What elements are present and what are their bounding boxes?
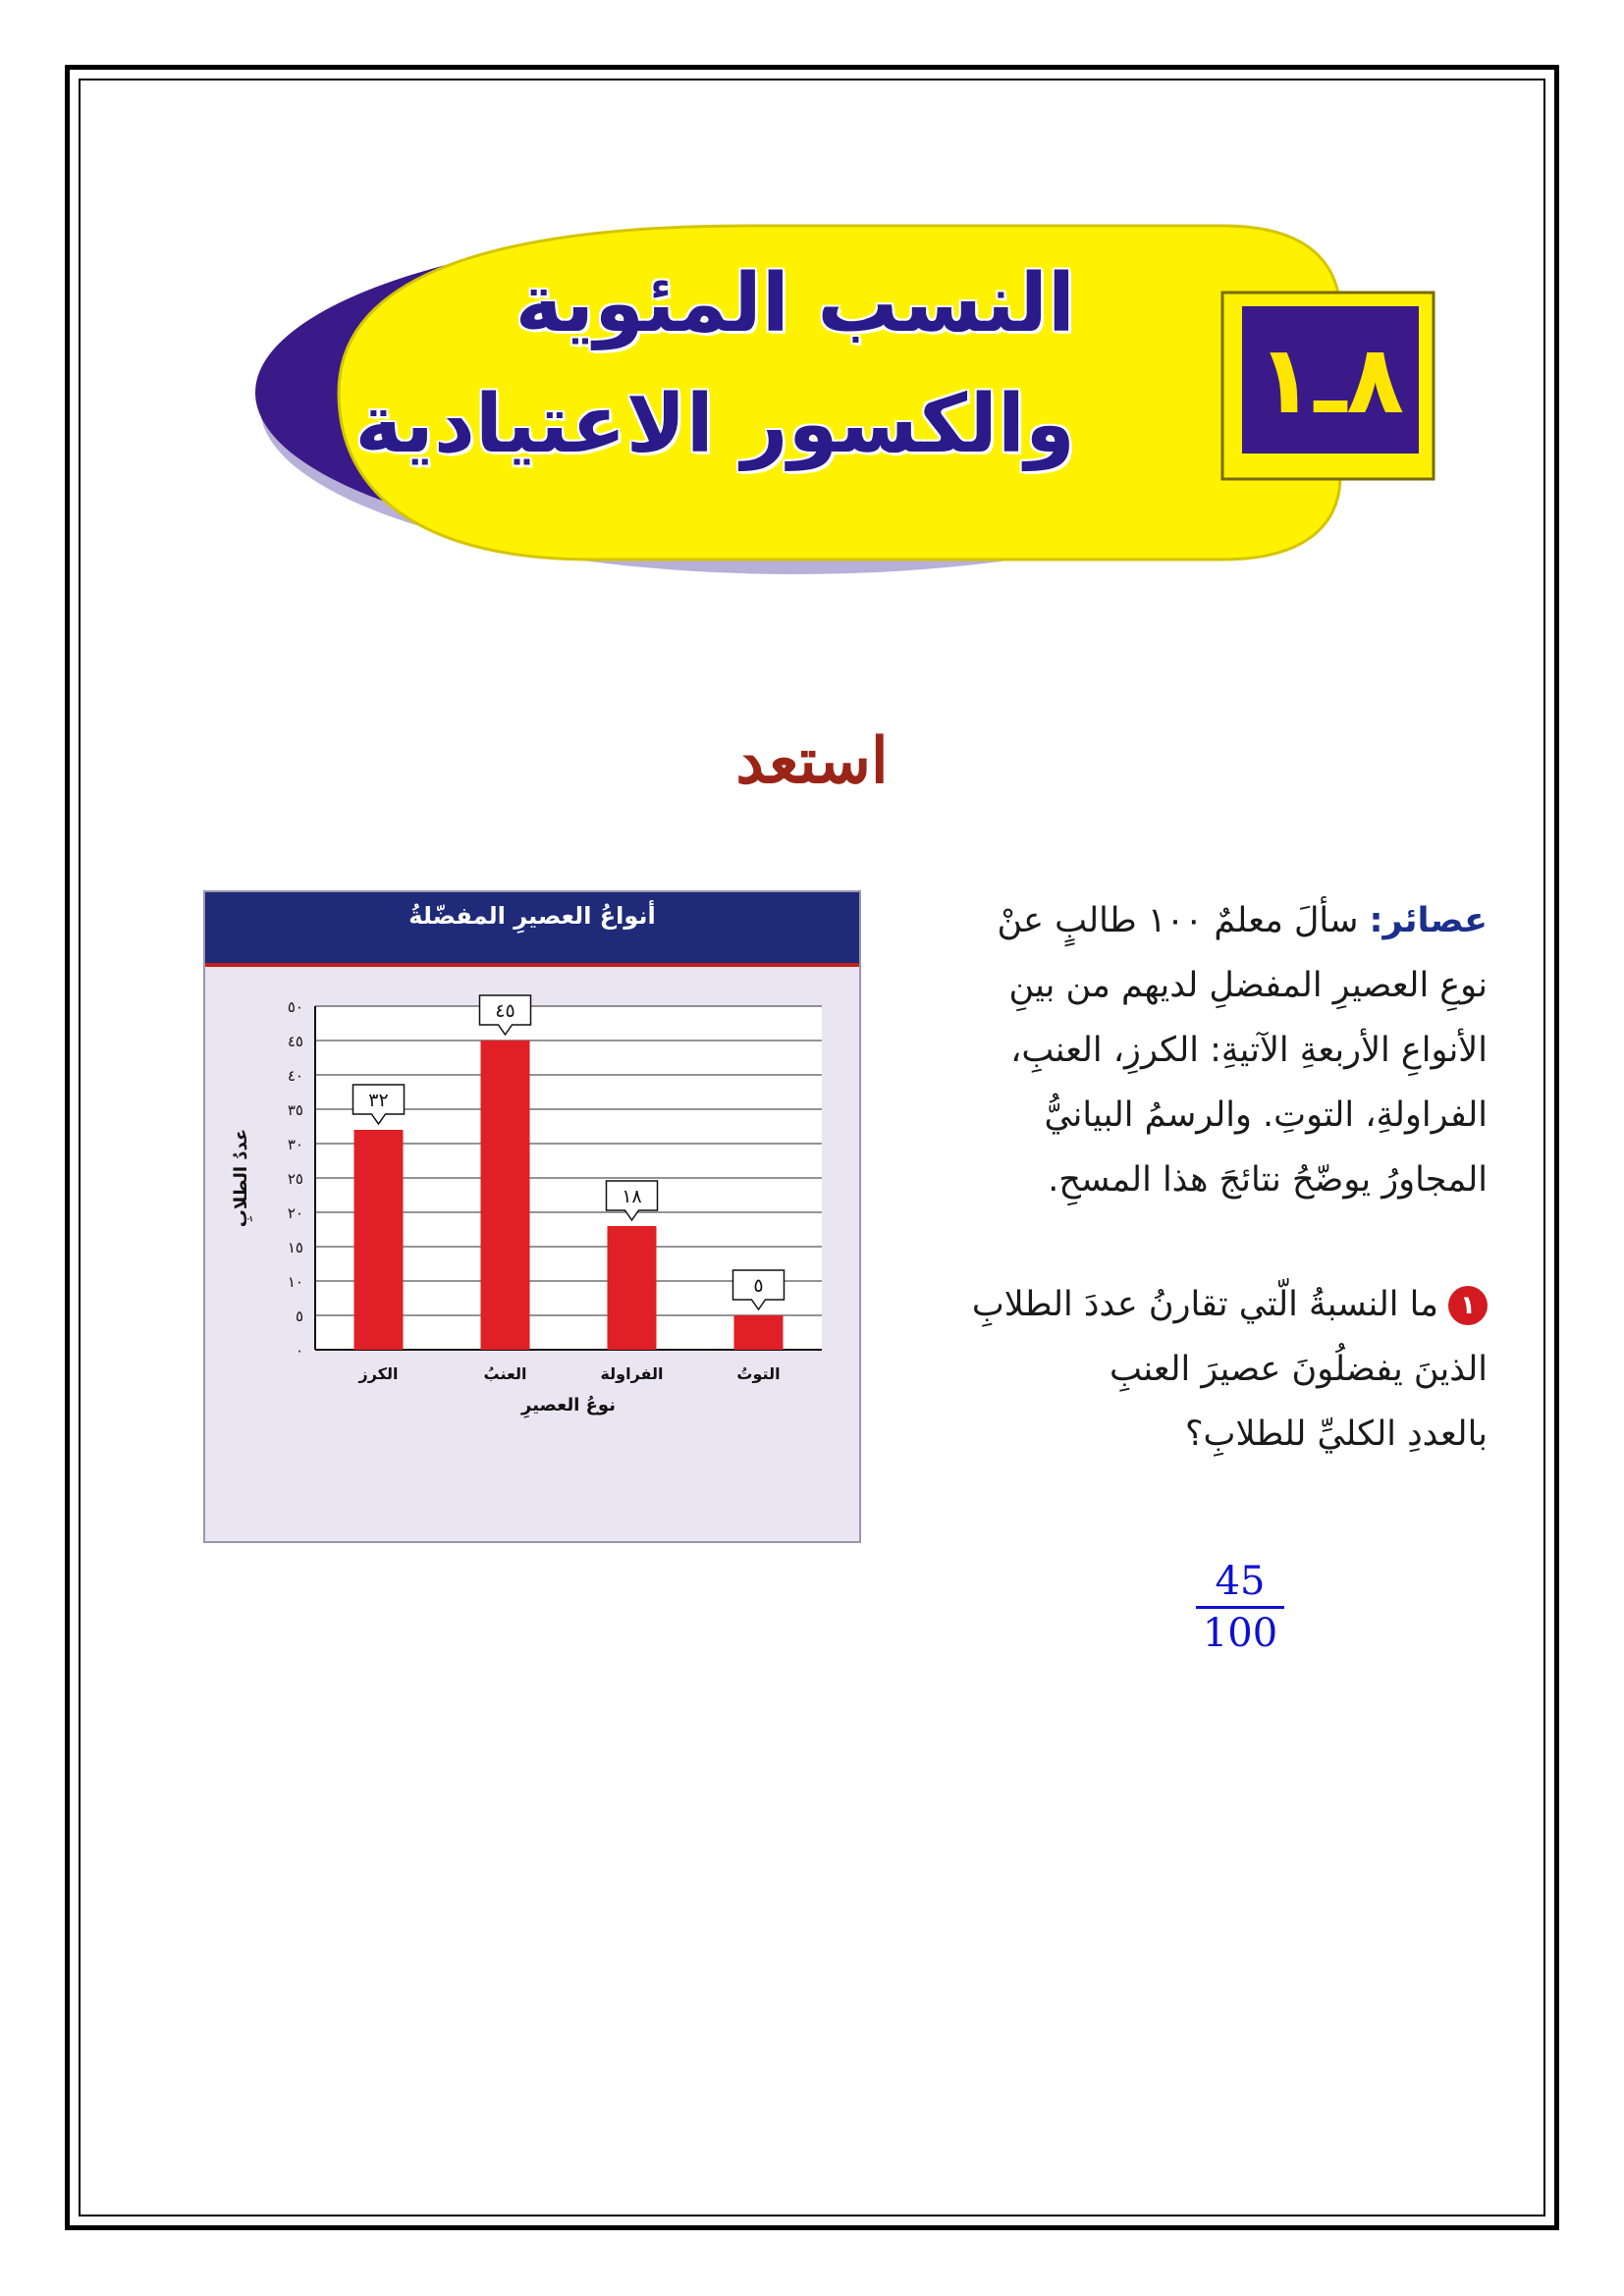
y-tick-label: ٥: [295, 1308, 303, 1325]
y-tick-label: ١٥: [287, 1239, 303, 1256]
answer-numerator: 45: [1215, 1559, 1266, 1604]
bar-chart: [203, 890, 861, 1543]
x-axis-label: نوعُ العصيرِ: [521, 1395, 616, 1415]
chart-plot: [205, 967, 859, 1541]
y-tick-label: ٢٥: [287, 1170, 303, 1188]
y-tick-label: ١٠: [287, 1273, 303, 1291]
y-tick-label: ٤٠: [287, 1067, 303, 1085]
data-label: ١٨: [622, 1186, 642, 1207]
question-line-2: الذينَ يفضلُونَ عصيرَ العنبِ: [1110, 1350, 1488, 1389]
bar: [481, 1041, 530, 1350]
question-1: [889, 1272, 1488, 1467]
lesson-title-line2: والكسور الاعتيادية: [354, 378, 1075, 471]
x-tick-label: الفراولة: [600, 1364, 664, 1383]
keyword-label: عصائر:: [1369, 901, 1488, 940]
answer-fraction: [1196, 1559, 1284, 1656]
y-tick-label: ٠: [295, 1342, 303, 1360]
question-line-3: بالعددِ الكليِّ للطلابِ؟: [1184, 1415, 1488, 1454]
problem-text: [889, 888, 1488, 1212]
problem-line-3: الأنواعِ الأربعةِ الآتيةِ: الكرزِ، العنبِ،: [1010, 1031, 1488, 1070]
lesson-number: ٨ـ١: [1257, 325, 1404, 435]
y-axis-label: عددُ الطلابِ: [231, 1128, 251, 1228]
lesson-title-banner: [241, 196, 1448, 609]
data-label: ٥: [753, 1275, 764, 1297]
problem-line-5: المجاورُ يوضّحُ نتائجَ هذا المسحِ.: [1048, 1160, 1488, 1200]
problem-line-1: عصائر: سألَ معلمٌ ١٠٠ طالبٍ عنْ: [997, 901, 1488, 940]
fraction-bar: [1196, 1606, 1284, 1609]
problem-line-2: نوعِ العصيرِ المفضلِ لديهم من بينِ: [1008, 966, 1488, 1005]
lesson-title-line1: النسب المئوية: [514, 257, 1075, 350]
problem-line-4: الفراولةِ، التوتِ. والرسمُ البيانيُّ: [1044, 1095, 1488, 1135]
y-tick-label: ٢٠: [287, 1204, 303, 1222]
y-tick-label: ٣٥: [287, 1101, 303, 1119]
y-tick-label: ٤٥: [287, 1033, 303, 1050]
chart-header: [205, 892, 859, 967]
y-tick-label: ٥٠: [287, 998, 303, 1016]
chart-title: أنواعُ العصيرِ المفضّلةُ: [408, 902, 656, 930]
x-tick-label: التوتُ: [736, 1364, 781, 1383]
bar: [608, 1226, 657, 1350]
bar: [354, 1130, 404, 1350]
y-tick-label: ٣٠: [287, 1136, 303, 1153]
answer-denominator: 100: [1202, 1611, 1278, 1656]
question-line-1: ما النسبةُ الّتي تقارنُ عددَ الطلابِ: [971, 1285, 1438, 1324]
x-tick-label: الكرز: [358, 1364, 399, 1383]
data-label: ٣٢: [368, 1090, 389, 1111]
section-heading: استعد: [735, 724, 889, 798]
data-label: ٤٥: [495, 1000, 515, 1022]
question-number-badge: ١: [1448, 1286, 1488, 1325]
x-tick-label: العنبُ: [483, 1364, 527, 1383]
bar: [734, 1315, 784, 1350]
